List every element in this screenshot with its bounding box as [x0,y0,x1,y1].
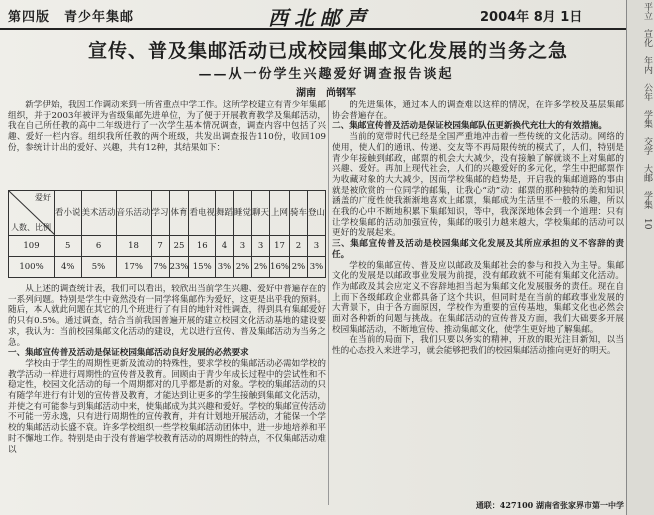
survey-cell: 7% [151,256,169,277]
page-header [0,0,654,30]
right-column [332,100,624,502]
survey-col-header: 美术活动 [81,191,116,236]
edition-label: 第四版 青少年集邮 [8,10,135,25]
right-continuation-paragraph: 的先进集体，通过本人的调查难以这样的情况，在许多学校及基层集邮协会普遍存在。 [332,100,624,121]
closing-paragraph: 在当前的局面下，我们只要以务实的精神，开放的眼光注目新知，以当性的心态投入来进学习，就会能够把我们的校园集邮活动推向更好的明天。 [332,335,624,357]
survey-col-header: 学习 [151,191,169,236]
survey-col-header: 看小说 [55,191,82,236]
survey-col-header: 聊天 [252,191,270,236]
contact-line: 通联：427100 湖南省张家界市第一中学 [475,500,624,510]
article-title: 宣传、普及集邮活动已成校园集邮文化发展的当务之急 [87,40,568,62]
survey-col-header: 体育 [169,191,189,236]
survey-cell: 16% [270,256,290,277]
issue-date: 2004年 8月 1日 [480,10,583,25]
section3-paragraph: 学校的集邮宣传、普及应以邮政及集邮社会的参与和投入为主导。集邮文化的发展是以邮政事业发展为前提，没有邮政就不可能有集邮文化活动。作为邮政及其会应定义不容辞地担当起为集邮文化发展服务的责任。现在自上而下各级邮政企业都具备了这个共识，但同时是在当前的邮政事业发展的大背景下，由于各方面原因，学校作为重要的宣传基地，集邮文化也必然会面对各种新的问题与挑战。在集邮活动的宣传普及方面，我们大础要多开展校园集邮活动，不断地宣传、推动集邮文化，使学生更好地了解集邮。 [332,260,624,335]
survey-col-header: 舞蹈 [215,191,233,236]
adjacent-column-strip: 平立 宣化 年内 公年 学集 交学 大邮 学集 10 [626,0,654,515]
article-subtitle: ——从一份学生兴趣爱好调查报告谈起 [198,67,454,82]
article-author: 湖南 尚钢军 [296,88,356,99]
survey-cell: 4 [215,235,233,256]
survey-cell: 3 [234,235,252,256]
survey-cell: 15% [189,256,216,277]
survey-cell: 2% [289,256,307,277]
survey-cell: 6 [81,235,116,256]
survey-cell: 23% [169,256,189,277]
survey-count-row [9,235,326,256]
survey-cell: 3 [252,235,270,256]
survey-col-header: 睡觉 [234,191,252,236]
survey-cell: 5% [81,256,116,277]
survey-cell: 4% [55,256,82,277]
survey-cell: 17 [270,235,290,256]
survey-cell: 2% [252,256,270,277]
section2-paragraph: 当前的宽带时代已经是全国严重地冲击着一些传统的文化活动。网络的使用，使人们的通讯、传递、交友等不再局限传统的模式了，人们，特别是青少年接触到邮政，邮票的机会大大减少，没有接触了解就谈不上对集邮的兴趣、爱好。再加上现代社会，人们的兴趣爱好的多元化，学生中把邮票作为收藏对象的大大减少，因而学校集邮的趋势是，开启我的集邮道路的事由就是被欣赏的一位同学的邮集，让我心“动”动：邮票的那种独特的美和知识涵盖的广度性使我渐渐地喜欢上邮票，集邮成为生活里不一般的乐趣，所以在我的心中不断地积累下集邮知识，等中，我深深地体会到一个道理：只有让学校集邮的活动加强宣传，集邮的吸引力越来越大，学校集邮的活动可以更好的发展起来。 [332,132,624,239]
section2-heading: 二、集邮宣传普及活动是保证校园集邮队伍更新换代充壮大的有效措施。 [332,121,608,132]
survey-cell: 17% [116,256,151,277]
survey-row-label: 100% [9,256,55,277]
survey-cell: 2 [289,235,307,256]
survey-col-header: 登山 [307,191,325,236]
survey-cell: 3% [215,256,233,277]
survey-cell: 3% [307,256,325,277]
survey-row-label: 109 [9,235,55,256]
paper-name: 西北邮声 [268,6,372,30]
survey-cell: 18 [116,235,151,256]
corner-top-label: 爱好 [35,193,51,202]
survey-col-header: 音乐活动 [116,191,151,236]
survey-cell: 25 [169,235,189,256]
section1-paragraph: 学校由于学生的周期性更新及流动的特殊性，要求学校的集邮活动必需如学校的教学活动一样进行周期性的宣传普及教育。回顾由于青少年成长过程中的尝试性和不稳定性，校园文化活动的每一个周期都对的几乎都是新的对象。学校的集邮活动的只有随学年进行有计划的宣传普及教育，才能达到让更多的学生接触到集邮文化活动，并使之有可能参与到集邮活动中来，使集邮成为其兴趣和爱好。学校的集邮宣传活动不可能一劳永逸，只有进行周期性的宣传教育，并有计划地开展活动，才能保一个学校的集邮活动长盛不衰。许多学校组织一些学校集邮活动团体中，进一步地培养和平时不懈地工作。特别是由于没有普遍学校教育活动的周期性的特点，不仅集邮活动难以 [8,358,326,455]
survey-cell: 5 [55,235,82,256]
section1-heading: 一、集邮宣传普及活动是保证校园集邮活动良好发展的必然要求 [8,348,249,359]
survey-col-header: 骑车 [289,191,307,236]
survey-header-row [9,191,326,236]
survey-cell: 16 [189,235,216,256]
intro-paragraph: 新学伊始，我因工作调动来到一所省重点中学工作。这所学校建立有青少年集邮组织，并于2003年被评为省级集邮先进单位，为了便于开展教育教学及集邮活动，我在自己所任教的高中二年级进行了一次学生基本情况调查，调查内容中包括了兴趣、爱好一栏内容。组织我所任教的两个班级，共发出调查报告110份，收回109份，参统计计出的爱好、兴趣，共有12种，其结果如下： [8,100,326,153]
corner-bottom-label: 人数、比例 [11,222,51,232]
survey-percent-row [9,256,326,277]
after-table-paragraph: 从上述的调查统计表，我们可以看出，较欣出当前学生兴趣、爱好中普遍存在的一系列问题。特别是学生中竟然没有一同学将集邮作为爱好，这更是出乎我的预料。随后，本人就此问题在其它的几个班进行了有目的地针对性调查，得到具有集邮爱好的只有0.5%。通过调查，结合当前我国普遍开展的建立校园文化活动基地的建设要求，我认为：当前校园集邮文化活动的建设，尤以进行宣传、普及集邮活动为当务之急。 [8,284,326,348]
survey-cell: 7 [151,235,169,256]
survey-col-header: 上网 [270,191,290,236]
survey-cell: 2% [234,256,252,277]
survey-corner-cell [9,191,55,236]
survey-table [8,190,326,278]
column-divider [328,100,329,505]
survey-cell: 3 [307,235,325,256]
left-lower-column [8,284,326,510]
section3-heading: 三、集邮宣传普及活动是校园集邮文化发展及其所应承担的义不容辞的责任。 [332,239,624,260]
intro-column [8,100,326,166]
survey-col-header: 看电视 [189,191,216,236]
